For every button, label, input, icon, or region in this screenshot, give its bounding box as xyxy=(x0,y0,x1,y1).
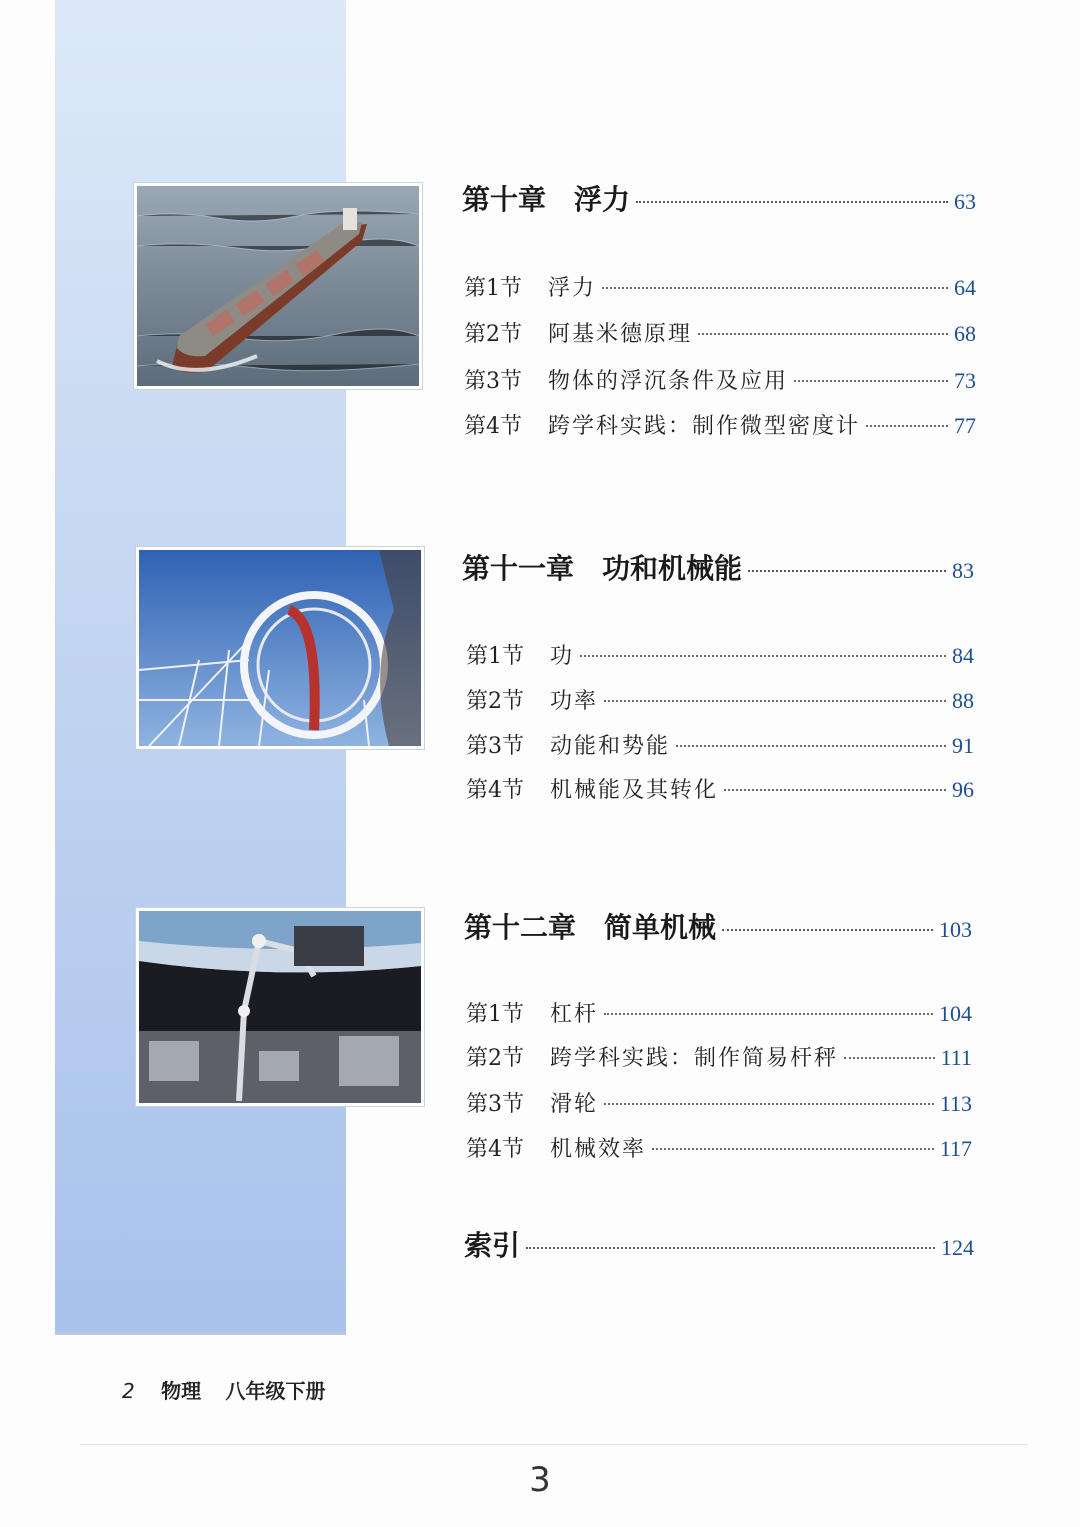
page-divider xyxy=(80,1444,1028,1445)
section-entry[interactable] xyxy=(464,409,976,440)
chapter-page-number: 63 xyxy=(954,189,976,214)
section-page-number: 64 xyxy=(954,275,976,300)
section-label: 第3节 xyxy=(464,369,522,394)
section-title: 滑轮 xyxy=(550,1092,599,1117)
dot-leader xyxy=(676,745,946,747)
section-page-number: 84 xyxy=(952,643,974,668)
section-page-number: 88 xyxy=(952,688,974,713)
section-label: 第3节 xyxy=(466,1092,524,1117)
section-title: 跨学科实践：制作微型密度计 xyxy=(548,414,861,439)
section-label: 第2节 xyxy=(464,322,522,347)
section-label: 第1节 xyxy=(464,276,522,301)
roller-coaster-photo xyxy=(136,547,424,749)
section-page-number: 117 xyxy=(939,1136,972,1161)
section-label: 第1节 xyxy=(466,644,524,669)
section-label: 第3节 xyxy=(466,734,524,759)
dot-leader xyxy=(794,380,948,382)
dot-leader xyxy=(722,928,933,931)
section-entry[interactable] xyxy=(466,1132,972,1163)
section-entry[interactable] xyxy=(466,773,974,804)
dot-leader xyxy=(636,200,948,203)
section-title: 机械能及其转化 xyxy=(550,778,719,803)
section-label: 第4节 xyxy=(466,778,524,803)
index-title: 索引 xyxy=(464,1229,521,1262)
chapter-title: 第十一章 功和机械能 xyxy=(462,552,743,585)
section-label: 第2节 xyxy=(466,1046,524,1071)
section-title: 动能和势能 xyxy=(550,734,671,759)
section-label: 第2节 xyxy=(466,689,524,714)
viewer-page-number: 3 xyxy=(529,1460,551,1500)
section-page-number: 77 xyxy=(954,413,976,438)
section-entry[interactable] xyxy=(466,684,974,715)
dot-leader xyxy=(604,700,946,702)
chapter-page-number: 103 xyxy=(939,917,972,942)
index-page-number: 124 xyxy=(941,1235,974,1260)
section-page-number: 111 xyxy=(940,1045,972,1070)
chapter-entry[interactable] xyxy=(462,547,974,587)
section-page-number: 113 xyxy=(939,1091,972,1116)
space-station-robotic-arm-photo xyxy=(136,908,424,1106)
dot-leader xyxy=(652,1148,934,1150)
section-page-number: 96 xyxy=(952,777,974,802)
section-entry[interactable] xyxy=(466,1087,972,1118)
chapter-entry[interactable] xyxy=(464,906,972,946)
footer-subject: 物理 xyxy=(161,1379,202,1403)
chapter-title: 第十章 浮力 xyxy=(462,183,631,216)
section-entry[interactable] xyxy=(466,729,974,760)
dot-leader xyxy=(698,333,948,335)
section-title: 功 xyxy=(550,644,575,669)
dot-leader xyxy=(604,1013,933,1015)
section-label: 第4节 xyxy=(466,1137,524,1162)
dot-leader xyxy=(844,1057,935,1059)
dot-leader xyxy=(724,789,946,791)
section-entry[interactable] xyxy=(466,1041,972,1072)
section-title: 阿基米德原理 xyxy=(548,322,693,347)
footer-page-number: 2 xyxy=(122,1379,135,1403)
index-entry[interactable] xyxy=(464,1224,974,1264)
section-entry[interactable] xyxy=(466,997,972,1028)
section-page-number: 68 xyxy=(954,321,976,346)
dot-leader xyxy=(580,655,946,657)
section-page-number: 91 xyxy=(952,733,974,758)
chapter-page-number: 83 xyxy=(952,558,974,583)
section-title: 跨学科实践：制作简易杆秤 xyxy=(550,1046,839,1071)
section-title: 功率 xyxy=(550,689,599,714)
section-label: 第4节 xyxy=(464,414,522,439)
section-entry[interactable] xyxy=(464,317,976,348)
dot-leader xyxy=(526,1246,935,1249)
cargo-ship-photo xyxy=(134,183,422,389)
side-band-edge xyxy=(55,1332,346,1335)
dot-leader xyxy=(748,569,946,572)
page-footer xyxy=(122,1375,325,1404)
dot-leader xyxy=(604,1103,934,1105)
section-title: 机械效率 xyxy=(550,1137,647,1162)
chapter-title: 第十二章 简单机械 xyxy=(464,911,717,944)
dot-leader xyxy=(866,425,948,427)
section-page-number: 104 xyxy=(939,1001,972,1026)
section-entry[interactable] xyxy=(464,364,976,395)
section-entry[interactable] xyxy=(464,271,976,302)
section-page-number: 73 xyxy=(954,368,976,393)
section-title: 浮力 xyxy=(548,276,597,301)
dot-leader xyxy=(602,287,948,289)
section-label: 第1节 xyxy=(466,1002,524,1027)
section-title: 杠杆 xyxy=(550,1002,599,1027)
chapter-entry[interactable] xyxy=(462,178,976,218)
section-entry[interactable] xyxy=(466,639,974,670)
footer-volume: 八年级下册 xyxy=(225,1379,326,1403)
section-title: 物体的浮沉条件及应用 xyxy=(548,369,789,394)
